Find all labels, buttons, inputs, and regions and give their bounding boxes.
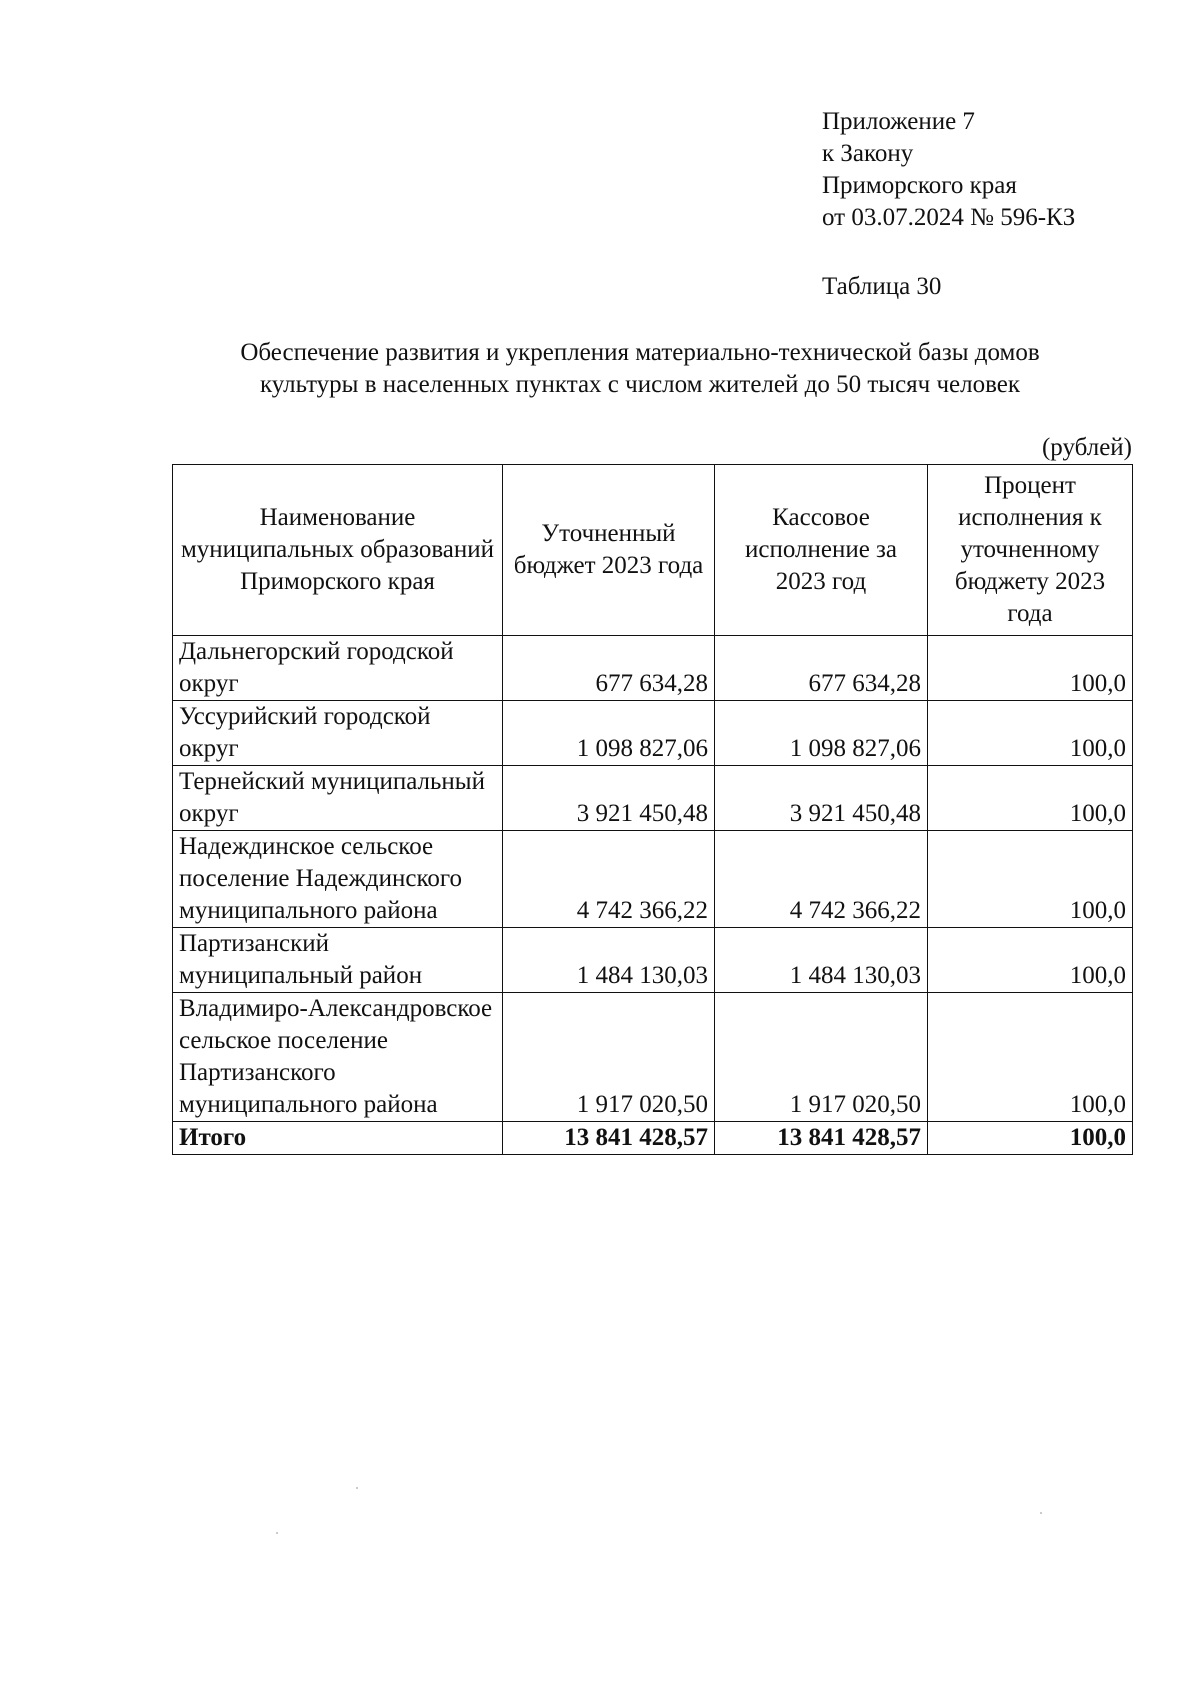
table-number: Таблица 30 <box>822 273 942 300</box>
total-row <box>173 1122 1133 1155</box>
appendix-line: от 03.07.2024 № 596-КЗ <box>822 204 1076 231</box>
total-percent-value: 100,0 <box>928 1122 1133 1155</box>
budget-table <box>172 464 1133 1155</box>
municipality-name: Тернейский муниципальный округ <box>173 766 503 831</box>
budget-value: 3 921 450,48 <box>503 766 715 831</box>
municipality-name: Дальнегорский городской округ <box>173 636 503 701</box>
percent-value: 100,0 <box>928 636 1133 701</box>
municipality-name: Надеждинское сельское поселение Надеждинского муниципального района <box>173 831 503 928</box>
percent-value: 100,0 <box>928 701 1133 766</box>
execution-value: 677 634,28 <box>715 636 928 701</box>
scan-speck <box>276 1532 278 1534</box>
title-line: культуры в населенных пунктах с числом жителей до 50 тысяч человек <box>259 371 1021 398</box>
table-row <box>173 993 1133 1122</box>
total-budget-value: 13 841 428,57 <box>503 1122 715 1155</box>
header-percent: Процент исполнения к уточненному бюджету 2023 года <box>928 465 1133 636</box>
table-header-row <box>173 465 1133 636</box>
header-budget: Уточненный бюджет 2023 года <box>503 465 715 636</box>
execution-value: 4 742 366,22 <box>715 831 928 928</box>
scan-speck <box>356 1487 358 1489</box>
title-line: Обеспечение развития и укрепления материально-технической базы домов <box>240 339 1040 366</box>
percent-value: 100,0 <box>928 831 1133 928</box>
municipality-name: Партизанский муниципальный район <box>173 928 503 993</box>
appendix-block <box>822 106 1075 234</box>
header-execution: Кассовое исполнение за 2023 год <box>715 465 928 636</box>
budget-value: 1 484 130,03 <box>503 928 715 993</box>
percent-value: 100,0 <box>928 993 1133 1122</box>
execution-value: 1 098 827,06 <box>715 701 928 766</box>
table-row <box>173 766 1133 831</box>
header-municipality: Наименование муниципальных образований Приморского края <box>173 465 503 636</box>
budget-value: 1 917 020,50 <box>503 993 715 1122</box>
municipality-name: Уссурийский городской округ <box>173 701 503 766</box>
execution-value: 1 484 130,03 <box>715 928 928 993</box>
units-label: (рублей) <box>1041 434 1132 461</box>
municipality-name: Владимиро-Александровское сельское поселение Партизанского муниципального района <box>173 993 503 1122</box>
total-label: Итого <box>173 1122 503 1155</box>
budget-value: 677 634,28 <box>503 636 715 701</box>
budget-value: 1 098 827,06 <box>503 701 715 766</box>
appendix-line: к Закону <box>822 140 914 167</box>
table-row <box>173 636 1133 701</box>
table-row <box>173 701 1133 766</box>
total-execution-value: 13 841 428,57 <box>715 1122 928 1155</box>
percent-value: 100,0 <box>928 928 1133 993</box>
table-row <box>173 928 1133 993</box>
table-row <box>173 831 1133 928</box>
execution-value: 1 917 020,50 <box>715 993 928 1122</box>
percent-value: 100,0 <box>928 766 1133 831</box>
appendix-line: Приморского края <box>822 172 1017 199</box>
appendix-line: Приложение 7 <box>822 108 975 135</box>
scan-speck <box>1040 1512 1042 1514</box>
budget-value: 4 742 366,22 <box>503 831 715 928</box>
document-title <box>150 337 1130 401</box>
execution-value: 3 921 450,48 <box>715 766 928 831</box>
